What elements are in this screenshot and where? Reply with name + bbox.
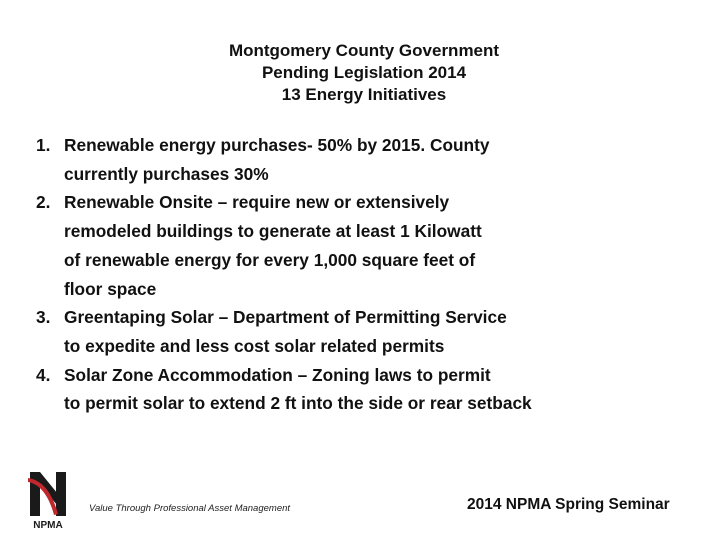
initiative-line: of renewable energy for every 1,000 square feet of xyxy=(64,249,476,270)
initiative-line: Renewable Onsite – require new or extensively xyxy=(64,192,450,213)
initiative-number: 4. xyxy=(36,364,51,385)
initiative-line: to expedite and less cost solar related permits xyxy=(64,335,445,356)
initiative-line: floor space xyxy=(64,278,157,299)
initiative-line: Greentaping Solar – Department of Permitting Service xyxy=(64,307,507,328)
npma-logo xyxy=(24,468,72,532)
footer-seminar-title: 2014 NPMA Spring Seminar xyxy=(467,496,670,513)
initiative-number: 2. xyxy=(36,192,51,213)
npma-logo-icon xyxy=(24,468,72,532)
title-line-2: Pending Legislation 2014 xyxy=(261,63,467,82)
slide-footer xyxy=(0,460,720,540)
initiative-item-3 xyxy=(36,303,686,360)
initiative-line: to permit solar to extend 2 ft into the side or rear setback xyxy=(64,393,532,414)
initiative-line: Renewable energy purchases- 50% by 2015. County xyxy=(64,135,490,155)
initiatives-list xyxy=(36,131,686,418)
initiative-line: remodeled buildings to generate at least 1 Kilowatt xyxy=(64,221,482,242)
slide-title xyxy=(0,40,720,106)
logo-text: NPMA xyxy=(33,520,63,531)
initiative-number: 1. xyxy=(36,135,51,155)
initiative-line: Solar Zone Accommodation – Zoning laws to permit xyxy=(64,364,491,385)
initiative-item-2 xyxy=(36,188,686,303)
initiative-number: 3. xyxy=(36,307,51,328)
initiative-line: currently purchases 30% xyxy=(64,163,269,184)
title-line-3: 13 Energy Initiatives xyxy=(281,85,447,104)
title-line-1: Montgomery County Government xyxy=(228,41,500,60)
initiative-item-4 xyxy=(36,361,686,418)
footer-tagline: Value Through Professional Asset Management xyxy=(89,503,291,514)
initiative-item-1 xyxy=(36,131,686,188)
